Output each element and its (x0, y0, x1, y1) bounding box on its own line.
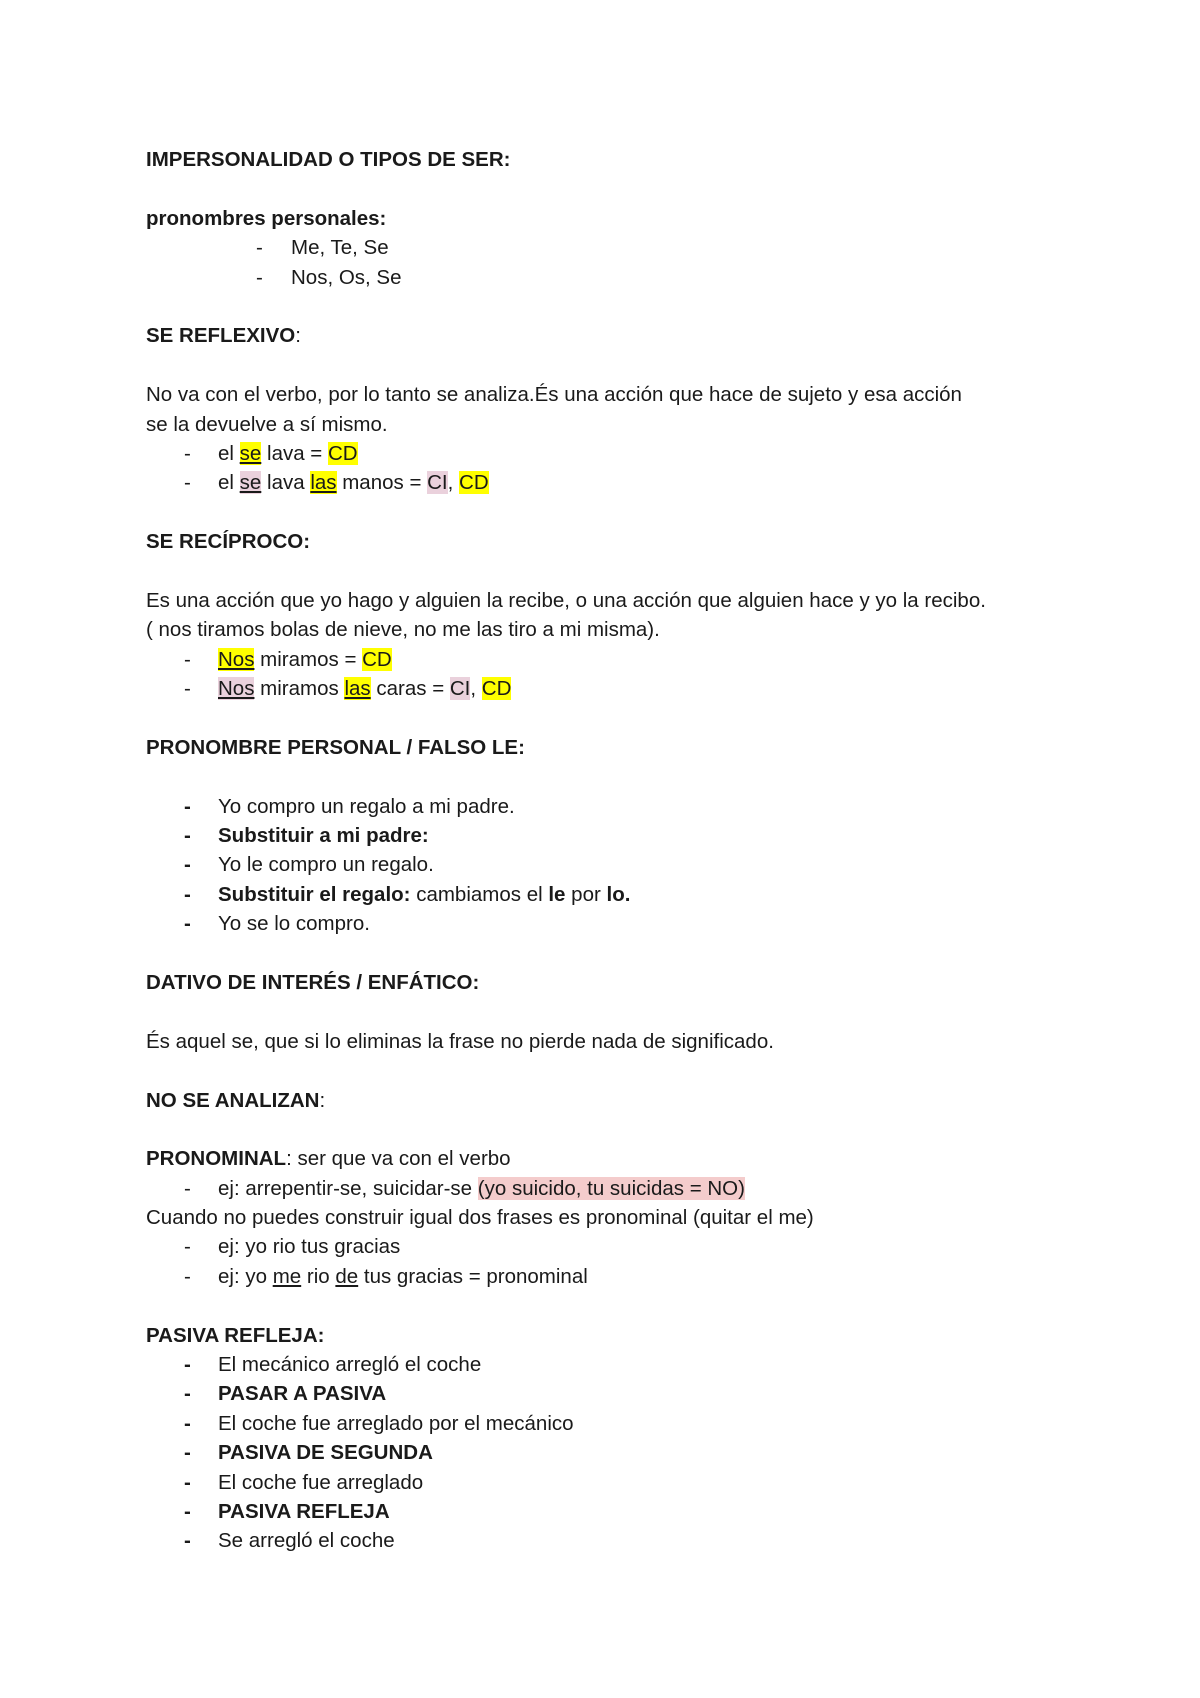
list-dash: - (184, 1235, 191, 1259)
underlined-me: me (272, 1264, 302, 1288)
dativo-heading: DATIVO DE INTERÉS / ENFÁTICO: (146, 970, 480, 994)
spacer (146, 1115, 1106, 1144)
spacer (146, 939, 1106, 968)
falso-le-item: - Yo le compro un regalo. (146, 850, 1106, 879)
spacer (146, 292, 1106, 321)
highlight-note: (yo suicido, tu suicidas = NO) (477, 1176, 745, 1200)
pronombres-item: - Me, Te, Se (146, 233, 1106, 262)
pasiva-item: - El coche fue arreglado por el mecánico (146, 1409, 1106, 1438)
highlight-ci: CI (449, 677, 471, 701)
list-dash: - (256, 236, 263, 260)
list-dash: - (256, 265, 263, 289)
reciproco-example: - Nos miramos las caras = CI, CD (146, 674, 1106, 703)
list-dash: - (184, 1382, 191, 1406)
highlight-nos: Nos (218, 677, 255, 701)
highlight-nos: Nos (218, 647, 255, 671)
spacer (146, 997, 1106, 1026)
list-dash: - (184, 823, 191, 847)
highlight-cd: CD (362, 647, 392, 671)
list-dash: - (184, 882, 191, 906)
spacer (146, 1291, 1106, 1320)
list-dash: - (184, 1411, 191, 1435)
spacer (146, 556, 1106, 585)
falso-le-heading: PRONOMBRE PERSONAL / FALSO LE: (146, 735, 525, 759)
pasiva-list (146, 1350, 1106, 1556)
reciproco-heading: SE RECÍPROCO: (146, 530, 311, 554)
spacer (146, 703, 1106, 732)
spacer (146, 1056, 1106, 1085)
pasiva-item: - PASAR A PASIVA (146, 1379, 1106, 1408)
document-title: IMPERSONALIDAD O TIPOS DE SER: (146, 148, 511, 171)
list-dash: - (184, 1176, 191, 1200)
pasiva-item: - Se arregló el coche (146, 1526, 1106, 1555)
pasiva-item: - El coche fue arreglado (146, 1468, 1106, 1497)
reflexivo-heading: SE REFLEXIVO: (146, 324, 301, 348)
spacer (146, 498, 1106, 527)
pasiva-heading: PASIVA REFLEJA: (146, 1323, 325, 1347)
pronominal-example: - ej: arrepentir-se, suicidar-se (yo suicido, tu suicidas = NO) (146, 1174, 1106, 1203)
pasiva-item: - El mecánico arregló el coche (146, 1350, 1106, 1379)
dativo-paragraph: És aquel se, que si lo eliminas la frase no pierde nada de significado. (146, 1029, 774, 1053)
falso-le-item: - Yo compro un regalo a mi padre. (146, 792, 1106, 821)
document-content (146, 145, 1106, 1556)
spacer (146, 174, 1106, 203)
highlight-ci: CI (427, 471, 448, 495)
highlight-se: se (239, 441, 262, 465)
pasiva-item: - PASIVA REFLEJA (146, 1497, 1106, 1526)
highlight-cd: CD (459, 471, 489, 495)
highlight-las: las (310, 471, 337, 495)
reflexivo-example: - el se lava = CD (146, 439, 1106, 468)
list-dash: - (184, 677, 191, 701)
pronominal-example: - ej: yo me rio de tus gracias = pronominal (146, 1262, 1106, 1291)
pronombres-heading: pronombres personales: (146, 206, 387, 230)
list-dash: - (184, 1470, 191, 1494)
list-dash: - (184, 912, 191, 936)
list-dash: - (184, 853, 191, 877)
reciproco-paragraph: ( nos tiramos bolas de nieve, no me las tiro a mi misma). (146, 618, 660, 642)
highlight-cd: CD (327, 441, 358, 465)
pronominal-heading: PRONOMINAL: ser que va con el verbo (146, 1147, 511, 1171)
list-dash: - (184, 471, 191, 495)
highlight-cd: CD (481, 677, 512, 701)
list-dash: - (184, 441, 191, 465)
falso-le-item: - Substituir el regalo: cambiamos el le por lo. (146, 880, 1106, 909)
list-dash: - (184, 1264, 191, 1288)
no-analizan-heading: NO SE ANALIZAN: (146, 1088, 326, 1112)
underlined-de: de (335, 1264, 359, 1288)
reflexivo-example: - el se lava las manos = CI, CD (146, 468, 1106, 497)
list-dash: - (184, 1499, 191, 1523)
pronominal-example: - ej: yo rio tus gracias (146, 1232, 1106, 1261)
reflexivo-paragraph: No va con el verbo, por lo tanto se analiza.És una acción que hace de sujeto y esa acción (146, 383, 962, 407)
spacer (146, 351, 1106, 380)
list-dash: - (184, 1353, 191, 1377)
reciproco-example: - Nos miramos = CD (146, 645, 1106, 674)
highlight-las: las (344, 677, 371, 701)
pasiva-item: - PASIVA DE SEGUNDA (146, 1438, 1106, 1467)
list-dash: - (184, 794, 191, 818)
highlight-se: se (239, 471, 262, 495)
falso-le-item: - Yo se lo compro. (146, 909, 1106, 938)
list-dash: - (184, 647, 191, 671)
reciproco-paragraph: Es una acción que yo hago y alguien la recibe, o una acción que alguien hace y yo la recibo. (146, 588, 986, 612)
pronominal-paragraph: Cuando no puedes construir igual dos frases es pronominal (quitar el me) (146, 1206, 814, 1230)
list-dash: - (184, 1441, 191, 1465)
spacer (146, 762, 1106, 791)
list-dash: - (184, 1529, 191, 1553)
reflexivo-paragraph: se la devuelve a sí mismo. (146, 412, 388, 436)
falso-le-item: - Substituir a mi padre: (146, 821, 1106, 850)
pronombres-item: - Nos, Os, Se (146, 263, 1106, 292)
